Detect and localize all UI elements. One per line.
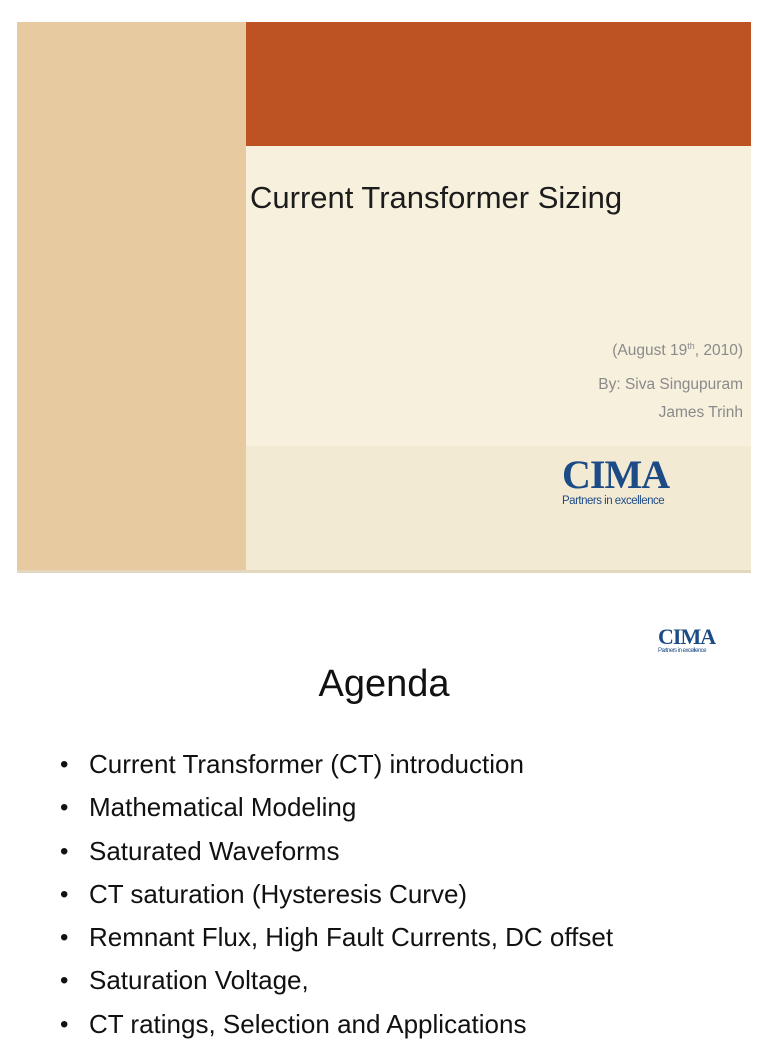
slide-top-band: [246, 22, 751, 146]
cima-logo-mark-small: CIMA: [658, 624, 716, 649]
cima-logo-tagline-small: Partners in excellence: [658, 648, 707, 654]
agenda-item-text: Remnant Flux, High Fault Currents, DC offset: [89, 922, 614, 953]
date-ordinal: th: [687, 340, 695, 351]
cima-logo: [562, 452, 670, 508]
bullet: •: [60, 837, 69, 865]
bullet: •: [60, 794, 69, 822]
agenda-item-text: CT ratings, Selection and Applications: [89, 1008, 527, 1039]
agenda-item-text: Saturated Waveforms: [89, 835, 340, 866]
agenda-item: [60, 873, 613, 916]
bullet: •: [60, 1010, 69, 1038]
bullet: •: [60, 751, 69, 778]
bullet: •: [60, 924, 69, 952]
presentation-date: [612, 342, 743, 360]
second-author: James Trinh: [658, 404, 743, 421]
bullet: •: [60, 880, 69, 908]
author-byline: By: Siva Singupuram: [598, 376, 743, 393]
agenda-item-text: Saturation Voltage,: [89, 965, 309, 996]
bullet: •: [60, 967, 69, 995]
agenda-item: [60, 786, 613, 829]
agenda-item: [60, 959, 613, 1002]
agenda-item: [60, 830, 613, 873]
agenda-item-text: Mathematical Modeling: [89, 792, 357, 823]
cima-logo-small: [658, 626, 715, 654]
agenda-list: [60, 743, 613, 1046]
agenda-item-text: CT saturation (Hysteresis Curve): [89, 878, 468, 909]
agenda-title: Agenda: [318, 663, 450, 705]
slide-lower-panel: [246, 446, 751, 573]
agenda-item: [60, 1003, 613, 1046]
slide-title: Current Transformer Sizing: [250, 180, 623, 215]
slide-sidebar-band: [17, 22, 246, 573]
date-text-start: (August 19: [612, 342, 688, 359]
date-text-end: , 2010): [694, 342, 743, 359]
agenda-item: [60, 916, 613, 959]
slide-bottom-edge: [17, 570, 751, 573]
agenda-item: [60, 743, 613, 786]
agenda-item-text: Current Transformer (CT) introduction: [89, 749, 524, 779]
cima-logo-mark: CIMA: [562, 452, 670, 497]
cima-logo-tagline: Partners in excellence: [562, 495, 665, 507]
